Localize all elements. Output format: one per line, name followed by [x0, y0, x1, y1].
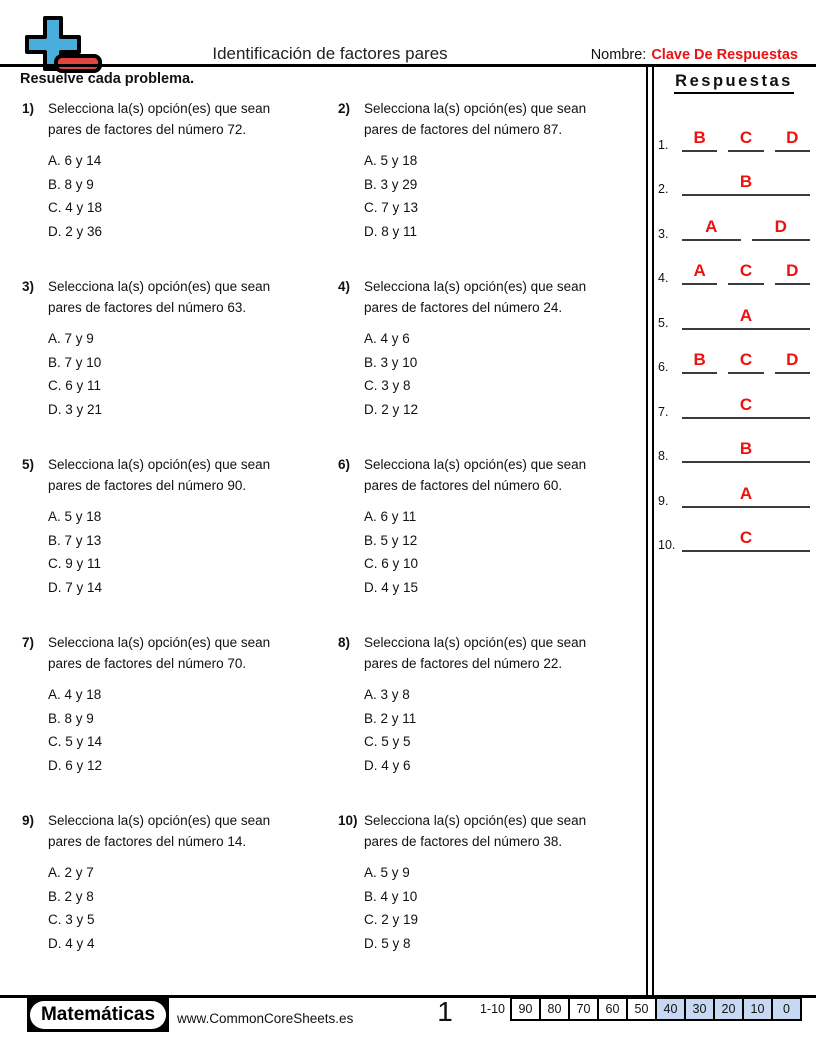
answer-letter: B — [739, 439, 753, 458]
problem-number: 9) — [22, 813, 35, 828]
question-line-1: Selecciona la(s) opción(es) que sean — [48, 813, 271, 828]
answer-letter: D — [786, 261, 799, 280]
question-line-2: pares de factores del número 38. — [364, 834, 563, 849]
answer-letter: A — [705, 216, 718, 236]
options-list — [338, 149, 628, 243]
answer-blank — [682, 128, 717, 152]
name-block — [591, 47, 798, 63]
option-b: B. 5 y 12 — [364, 532, 418, 548]
question-line-2: pares de factores del número 90. — [48, 478, 247, 493]
answer-blank — [682, 350, 717, 374]
answers-separator-line — [646, 66, 648, 996]
problems-grid — [22, 98, 644, 988]
question-line-1: Selecciona la(s) opción(es) que sean — [364, 457, 587, 472]
score-cell: 70 — [568, 997, 599, 1021]
option-c: C. 2 y 19 — [364, 912, 419, 927]
answer-blanks — [682, 395, 810, 419]
problem-1 — [22, 98, 338, 276]
answer-letter: B — [693, 127, 706, 147]
option-a: A. 5 y 9 — [364, 865, 410, 880]
option-a: A. 3 y 8 — [364, 687, 410, 702]
answer-row-2 — [658, 152, 810, 197]
answer-blank — [728, 261, 763, 285]
score-cell: 80 — [539, 997, 570, 1021]
answer-blanks — [682, 306, 810, 330]
question-line-2: pares de factores del número 60. — [364, 478, 563, 493]
options-list — [22, 505, 338, 599]
option-a: A. 5 y 18 — [364, 153, 418, 168]
problem-number: 7) — [22, 635, 35, 650]
score-cell: 60 — [597, 997, 628, 1021]
problem-number: 3) — [22, 279, 35, 294]
problem-number: 8) — [338, 635, 351, 650]
option-d: D. 4 y 6 — [364, 757, 411, 773]
problem-number: 10) — [338, 813, 358, 828]
score-cell: 40 — [655, 997, 686, 1021]
answer-blank — [682, 484, 810, 508]
option-a: A. 6 y 14 — [48, 153, 102, 168]
answer-row-4 — [658, 241, 810, 286]
answer-row-10 — [658, 508, 810, 553]
answer-row-9 — [658, 463, 810, 508]
option-a: A. 2 y 7 — [48, 865, 94, 880]
option-d: D. 2 y 36 — [48, 223, 103, 239]
answer-blank — [682, 172, 810, 196]
option-d: D. 6 y 12 — [48, 757, 103, 773]
option-b: B. 3 y 29 — [364, 176, 418, 192]
option-c: C. 7 y 13 — [364, 200, 419, 215]
option-d: D. 7 y 14 — [48, 579, 103, 595]
options-list — [338, 861, 628, 955]
option-c: C. 6 y 10 — [364, 556, 419, 571]
answer-letter: B — [739, 172, 753, 191]
option-a: A. 4 y 18 — [48, 687, 102, 702]
header-divider — [0, 64, 816, 67]
answer-number: 6. — [658, 360, 669, 374]
score-cell: 10 — [742, 997, 773, 1021]
option-a: A. 5 y 18 — [48, 509, 102, 524]
problem-10 — [338, 810, 628, 988]
answer-row-1 — [658, 107, 810, 152]
option-c: C. 5 y 5 — [364, 734, 411, 749]
question-line-2: pares de factores del número 87. — [364, 122, 563, 137]
answer-number: 4. — [658, 271, 669, 285]
answer-blanks — [682, 172, 810, 196]
question-line-2: pares de factores del número 24. — [364, 300, 563, 315]
name-value: Clave De Respuestas — [651, 47, 798, 63]
option-c: C. 3 y 5 — [48, 912, 95, 927]
answer-blanks — [682, 217, 810, 241]
answer-letter: C — [739, 394, 753, 414]
answer-number: 7. — [658, 404, 669, 419]
score-cell: 20 — [713, 997, 744, 1021]
options-list — [22, 861, 338, 955]
answer-letter: C — [739, 350, 753, 369]
answer-blank — [775, 261, 810, 285]
option-a: A. 7 y 9 — [48, 331, 94, 346]
option-c: C. 9 y 11 — [48, 556, 102, 571]
score-cell: 90 — [510, 997, 541, 1021]
answer-blank — [682, 261, 717, 285]
option-d: D. 2 y 12 — [364, 401, 419, 417]
options-list — [22, 149, 338, 243]
options-list — [338, 505, 628, 599]
option-b: B. 8 y 9 — [48, 176, 94, 192]
answer-row-7 — [658, 374, 810, 419]
answer-blank — [682, 439, 810, 463]
question-line-1: Selecciona la(s) opción(es) que sean — [48, 457, 271, 472]
option-a: A. 4 y 6 — [364, 331, 410, 346]
option-d: D. 8 y 11 — [364, 223, 418, 239]
problem-4 — [338, 276, 628, 454]
problem-number: 2) — [338, 101, 351, 116]
problem-number: 5) — [22, 457, 35, 472]
option-c: C. 4 y 18 — [48, 200, 103, 215]
option-d: D. 4 y 4 — [48, 935, 95, 951]
problem-number: 4) — [338, 279, 351, 294]
option-d: D. 4 y 15 — [364, 579, 419, 595]
answer-row-3 — [658, 196, 810, 241]
option-b: B. 3 y 10 — [364, 354, 418, 370]
answer-blanks — [682, 439, 810, 463]
option-d: D. 3 y 21 — [48, 401, 103, 417]
answer-row-5 — [658, 285, 810, 330]
answer-letter: D — [786, 127, 799, 147]
problem-2 — [338, 98, 628, 276]
score-cell: 0 — [771, 997, 802, 1021]
problem-number: 1) — [22, 101, 35, 116]
option-b: B. 2 y 11 — [364, 710, 417, 726]
problem-5 — [22, 454, 338, 632]
option-d: D. 5 y 8 — [364, 935, 411, 951]
score-range-label: 1-10 — [479, 1002, 505, 1016]
score-cell: 50 — [626, 997, 657, 1021]
answer-blanks — [682, 528, 810, 552]
option-b: B. 7 y 13 — [48, 532, 102, 548]
answer-blank — [682, 217, 741, 241]
option-c: C. 3 y 8 — [364, 378, 411, 393]
answer-blanks — [682, 350, 810, 374]
option-b: B. 4 y 10 — [364, 888, 418, 904]
answer-row-6 — [658, 330, 810, 375]
answer-number: 9. — [658, 493, 669, 508]
question-line-1: Selecciona la(s) opción(es) que sean — [364, 279, 587, 294]
options-list — [338, 683, 628, 777]
question-line-1: Selecciona la(s) opción(es) que sean — [364, 101, 587, 116]
answer-blank — [775, 128, 810, 152]
answer-letter: B — [693, 350, 706, 369]
matematicas-logo-text: Matemáticas — [30, 1001, 166, 1029]
question-line-2: pares de factores del número 70. — [48, 656, 247, 671]
answer-blanks — [682, 128, 810, 152]
answer-number: 10. — [658, 538, 676, 552]
answer-row-8 — [658, 419, 810, 464]
answers-panel — [658, 72, 810, 552]
answers-title: Respuestas — [658, 72, 810, 94]
answer-letter: C — [739, 528, 753, 547]
answer-letter: C — [739, 127, 753, 147]
problem-8 — [338, 632, 628, 810]
problem-number: 6) — [338, 457, 351, 472]
answer-number: 1. — [658, 137, 669, 152]
page-number: 1 — [437, 996, 453, 1027]
answer-blank — [682, 306, 810, 330]
score-cell: 30 — [684, 997, 715, 1021]
answer-blanks — [682, 484, 810, 508]
website-url: www.CommonCoreSheets.es — [177, 1011, 354, 1026]
question-line-2: pares de factores del número 22. — [364, 656, 563, 671]
options-list — [338, 327, 628, 421]
problem-3 — [22, 276, 338, 454]
option-c: C. 5 y 14 — [48, 734, 103, 749]
answer-number: 8. — [658, 449, 669, 463]
answer-number: 5. — [658, 315, 669, 330]
problem-7 — [22, 632, 338, 810]
answer-letter: A — [739, 483, 753, 503]
option-a: A. 6 y 11 — [364, 509, 417, 524]
answer-number: 3. — [658, 226, 669, 241]
problem-9 — [22, 810, 338, 988]
question-line-1: Selecciona la(s) opción(es) que sean — [48, 279, 271, 294]
page-title: Identificación de factores pares — [212, 44, 448, 63]
question-line-1: Selecciona la(s) opción(es) que sean — [48, 101, 271, 116]
answer-letter: D — [774, 216, 787, 236]
answer-blank — [775, 350, 810, 374]
problem-6 — [338, 454, 628, 632]
option-b: B. 2 y 8 — [48, 888, 94, 904]
answer-letter: D — [786, 350, 799, 369]
answer-letter: C — [739, 261, 753, 280]
answer-blank — [682, 528, 810, 552]
question-line-1: Selecciona la(s) opción(es) que sean — [48, 635, 271, 650]
options-list — [22, 327, 338, 421]
answer-number: 2. — [658, 182, 669, 196]
matematicas-logo — [27, 998, 169, 1032]
question-line-2: pares de factores del número 63. — [48, 300, 247, 315]
instruction-text: Resuelve cada problema. — [20, 71, 195, 87]
question-line-2: pares de factores del número 72. — [48, 122, 247, 137]
question-line-1: Selecciona la(s) opción(es) que sean — [364, 813, 587, 828]
option-b: B. 7 y 10 — [48, 354, 102, 370]
score-table — [480, 997, 802, 1021]
question-line-1: Selecciona la(s) opción(es) que sean — [364, 635, 587, 650]
answer-blank — [728, 128, 763, 152]
answers-separator-line — [652, 66, 654, 996]
question-line-2: pares de factores del número 14. — [48, 834, 247, 849]
answer-letter: A — [739, 305, 753, 325]
answer-blank — [752, 217, 811, 241]
option-c: C. 6 y 11 — [48, 378, 102, 393]
option-b: B. 8 y 9 — [48, 710, 94, 726]
answer-blanks — [682, 261, 810, 285]
options-list — [22, 683, 338, 777]
answer-blank — [728, 350, 763, 374]
name-label: Nombre: — [590, 47, 647, 63]
answer-blank — [682, 395, 810, 419]
answer-letter: A — [693, 261, 706, 280]
